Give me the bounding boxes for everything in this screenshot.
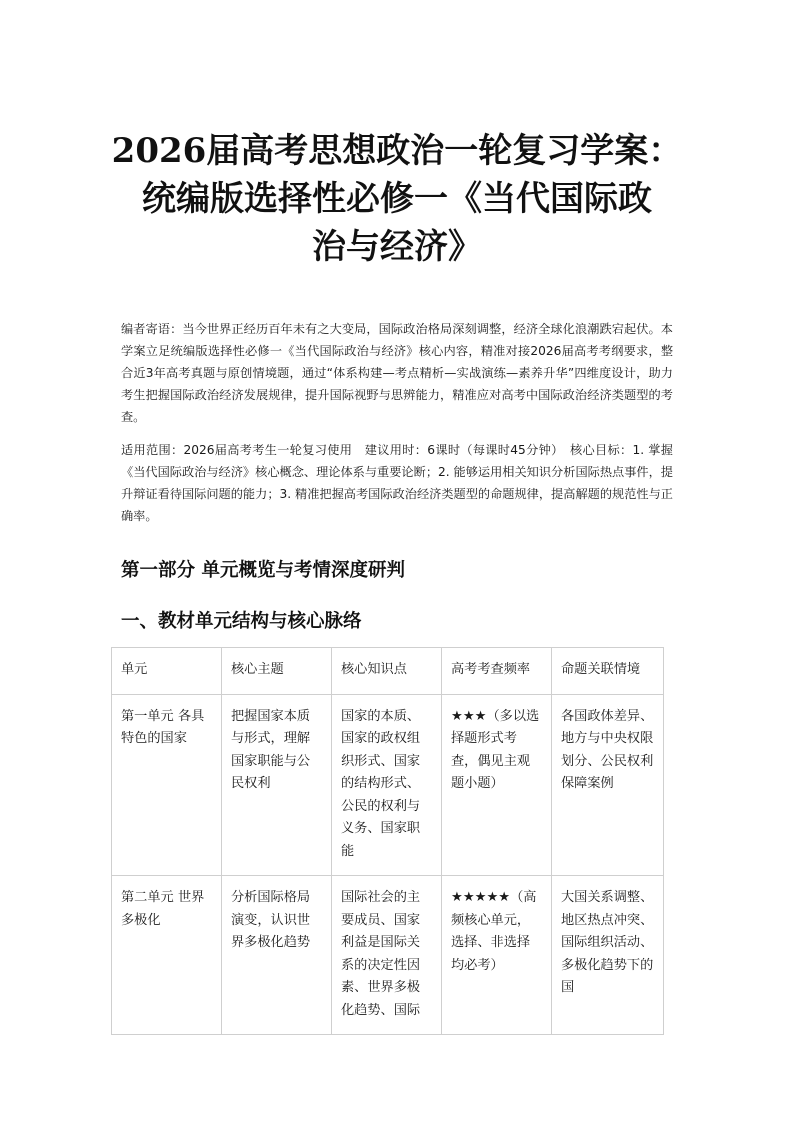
header-related-context: 命题关联情境 [552, 648, 664, 695]
table-cell: 国家的本质、国家的政权组织形式、国家的结构形式、公民的权利与义务、国家职能 [332, 694, 442, 876]
header-exam-frequency: 高考考查频率 [442, 648, 552, 695]
table-row [112, 694, 664, 876]
table-cell: ★★★（多以选择题形式考查，偶见主观题小题） [442, 694, 552, 876]
unit-structure-table [111, 647, 664, 1035]
scope-and-objectives: 适用范围：2026届高考考生一轮复习使用 建议用时：6课时（每课时45分钟） 核心目标：1. 掌握《当代国际政治与经济》核心概念、理论体系与重要论断；2. 能够运用相关知识分析国际热点事件，提升辩证看待国际问题的能力；3. 精准把握高考国际政治经济类题型的命题规律，提高解题的规范性与正确率。 [121, 443, 673, 523]
table-cell: 第二单元 世界多极化 [112, 876, 222, 1035]
table-cell: 大国关系调整、地区热点冲突、国际组织活动、多极化趋势下的国 [552, 876, 664, 1035]
title-line-1: 2026届高考思想政治一轮复习学案： [111, 131, 683, 171]
table-cell: ★★★★★（高频核心单元，选择、非选择均必考） [442, 876, 552, 1035]
table-row [112, 876, 664, 1035]
document-title [100, 127, 694, 271]
table-cell: 第一单元 各具特色的国家 [112, 694, 222, 876]
part-one-heading: 第一部分 单元概览与考情深度研判 [121, 560, 405, 581]
table-cell: 分析国际格局演变，认识世界多极化趋势 [222, 876, 332, 1035]
table-cell: 把握国家本质与形式，理解国家职能与公民权利 [222, 694, 332, 876]
table-cell: 国际社会的主要成员、国家利益是国际关系的决定性因素、世界多极化趋势、国际 [332, 876, 442, 1035]
header-core-theme: 核心主题 [222, 648, 332, 695]
header-unit: 单元 [112, 648, 222, 695]
editor-foreword: 编者寄语：当今世界正经历百年未有之大变局，国际政治格局深刻调整，经济全球化浪潮跌宕起伏。本学案立足统编版选择性必修一《当代国际政治与经济》核心内容，精准对接2026届高考考纲要求，整合近3年高考真题与原创情境题，通过“体系构建—考点精析—实战演练—素养升华”四维度设计，助力考生把握国际政治经济发展规律，提升国际视野与思辨能力，精准应对高考中国际政治经济类题型的考查。 [121, 322, 673, 424]
title-line-2: 统编版选择性必修一《当代国际政 [142, 179, 652, 219]
title-line-3: 治与经济》 [312, 227, 482, 267]
section-one-heading: 一、教材单元结构与核心脉络 [121, 611, 362, 632]
table-cell: 各国政体差异、地方与中央权限划分、公民权利保障案例 [552, 694, 664, 876]
table-header-row [112, 648, 664, 695]
header-core-knowledge: 核心知识点 [332, 648, 442, 695]
